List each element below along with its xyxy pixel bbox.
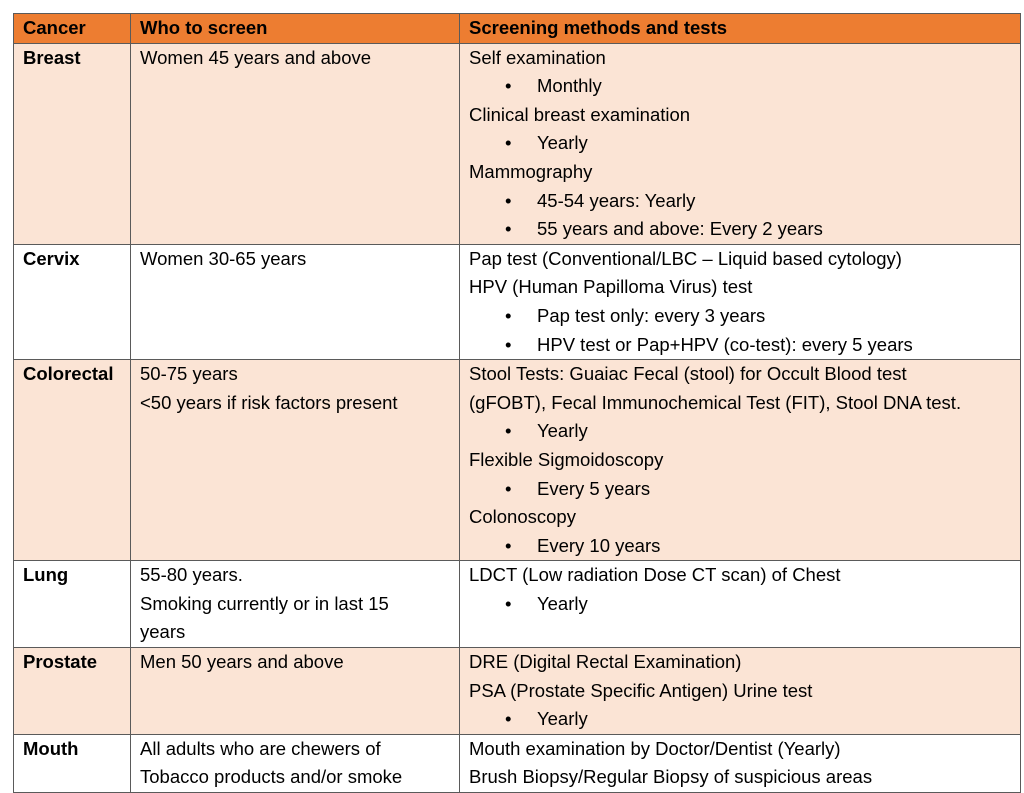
who-to-screen — [131, 648, 460, 735]
bullet-icon: • — [505, 189, 512, 211]
method-bullet — [469, 705, 1011, 734]
bullet-icon: • — [505, 218, 512, 240]
who-line: years — [140, 621, 186, 643]
method-bullet — [469, 215, 1011, 244]
method-line: Clinical breast examination — [469, 103, 691, 125]
bullet-text: Every 10 years — [537, 534, 661, 556]
method-bullet — [469, 590, 1011, 619]
bullet-icon: • — [505, 708, 512, 730]
who-line: <50 years if risk factors present — [140, 391, 398, 413]
cancer-screening-table — [13, 13, 1021, 793]
method-line: Brush Biopsy/Regular Biopsy of suspicious areas — [469, 766, 873, 788]
who-line: Women 45 years and above — [140, 46, 372, 68]
header-row — [14, 14, 1021, 44]
bullet-icon: • — [505, 132, 512, 154]
header-who-to-screen: Who to screen — [131, 14, 460, 44]
method-line: Colonoscopy — [469, 506, 576, 528]
method-bullet — [469, 129, 1011, 158]
method-bullet — [469, 417, 1011, 446]
cancer-name: Breast — [14, 43, 131, 244]
cancer-name: Prostate — [14, 648, 131, 735]
bullet-text: Pap test only: every 3 years — [537, 304, 766, 326]
method-bullet — [469, 187, 1011, 216]
screening-methods — [460, 648, 1021, 735]
who-to-screen — [131, 561, 460, 648]
bullet-text: HPV test or Pap+HPV (co-test): every 5 years — [537, 333, 913, 355]
who-line: Smoking currently or in last 15 — [140, 592, 389, 614]
table-row-lung — [14, 561, 1021, 648]
screening-methods — [460, 734, 1021, 792]
screening-methods — [460, 360, 1021, 561]
header-cancer: Cancer — [14, 14, 131, 44]
screening-methods — [460, 43, 1021, 244]
who-to-screen — [131, 43, 460, 244]
who-line: All adults who are chewers of — [140, 737, 381, 759]
method-line: Mammography — [469, 160, 593, 182]
cancer-name: Colorectal — [14, 360, 131, 561]
who-to-screen — [131, 244, 460, 359]
bullet-icon: • — [505, 304, 512, 326]
who-line: Tobacco products and/or smoke — [140, 766, 403, 788]
method-bullet — [469, 475, 1011, 504]
bullet-text: Yearly — [537, 132, 588, 154]
method-line: PSA (Prostate Specific Antigen) Urine test — [469, 679, 813, 701]
bullet-text: 55 years and above: Every 2 years — [537, 218, 823, 240]
bullet-text: Every 5 years — [537, 477, 651, 499]
bullet-text: 45-54 years: Yearly — [537, 189, 696, 211]
table-row-cervix — [14, 244, 1021, 359]
bullet-text: Monthly — [537, 75, 602, 97]
method-line: Mouth examination by Doctor/Dentist (Yearly) — [469, 737, 841, 759]
method-line: LDCT (Low radiation Dose CT scan) of Chest — [469, 564, 841, 586]
bullet-text: Yearly — [537, 592, 588, 614]
cancer-name: Mouth — [14, 734, 131, 792]
bullet-text: Yearly — [537, 708, 588, 730]
screening-methods — [460, 561, 1021, 648]
cancer-name: Cervix — [14, 244, 131, 359]
method-line: Self examination — [469, 46, 606, 68]
method-line: Stool Tests: Guaiac Fecal (stool) for Occult Blood test — [469, 363, 907, 385]
who-line: Men 50 years and above — [140, 651, 344, 673]
table-row-colorectal — [14, 360, 1021, 561]
bullet-icon: • — [505, 333, 512, 355]
bullet-icon: • — [505, 477, 512, 499]
header-screening-methods: Screening methods and tests — [460, 14, 1021, 44]
bullet-icon: • — [505, 75, 512, 97]
table-row-prostate — [14, 648, 1021, 735]
method-line: HPV (Human Papilloma Virus) test — [469, 276, 753, 298]
who-line: 55-80 years. — [140, 564, 243, 586]
bullet-icon: • — [505, 420, 512, 442]
bullet-icon: • — [505, 592, 512, 614]
who-to-screen — [131, 360, 460, 561]
who-line: 50-75 years — [140, 363, 238, 385]
method-line: DRE (Digital Rectal Examination) — [469, 651, 742, 673]
screening-methods — [460, 244, 1021, 359]
table-row-breast — [14, 43, 1021, 244]
method-bullet — [469, 532, 1011, 561]
method-bullet — [469, 302, 1011, 331]
method-line: (gFOBT), Fecal Immunochemical Test (FIT), Stool DNA test. — [469, 391, 962, 413]
method-bullet — [469, 331, 1011, 360]
who-line: Women 30-65 years — [140, 247, 307, 269]
bullet-icon: • — [505, 534, 512, 556]
who-to-screen — [131, 734, 460, 792]
bullet-text: Yearly — [537, 420, 588, 442]
method-line: Pap test (Conventional/LBC – Liquid based cytology) — [469, 247, 902, 269]
method-bullet — [469, 72, 1011, 101]
method-line: Flexible Sigmoidoscopy — [469, 448, 664, 470]
cancer-name: Lung — [14, 561, 131, 648]
table-row-mouth — [14, 734, 1021, 792]
